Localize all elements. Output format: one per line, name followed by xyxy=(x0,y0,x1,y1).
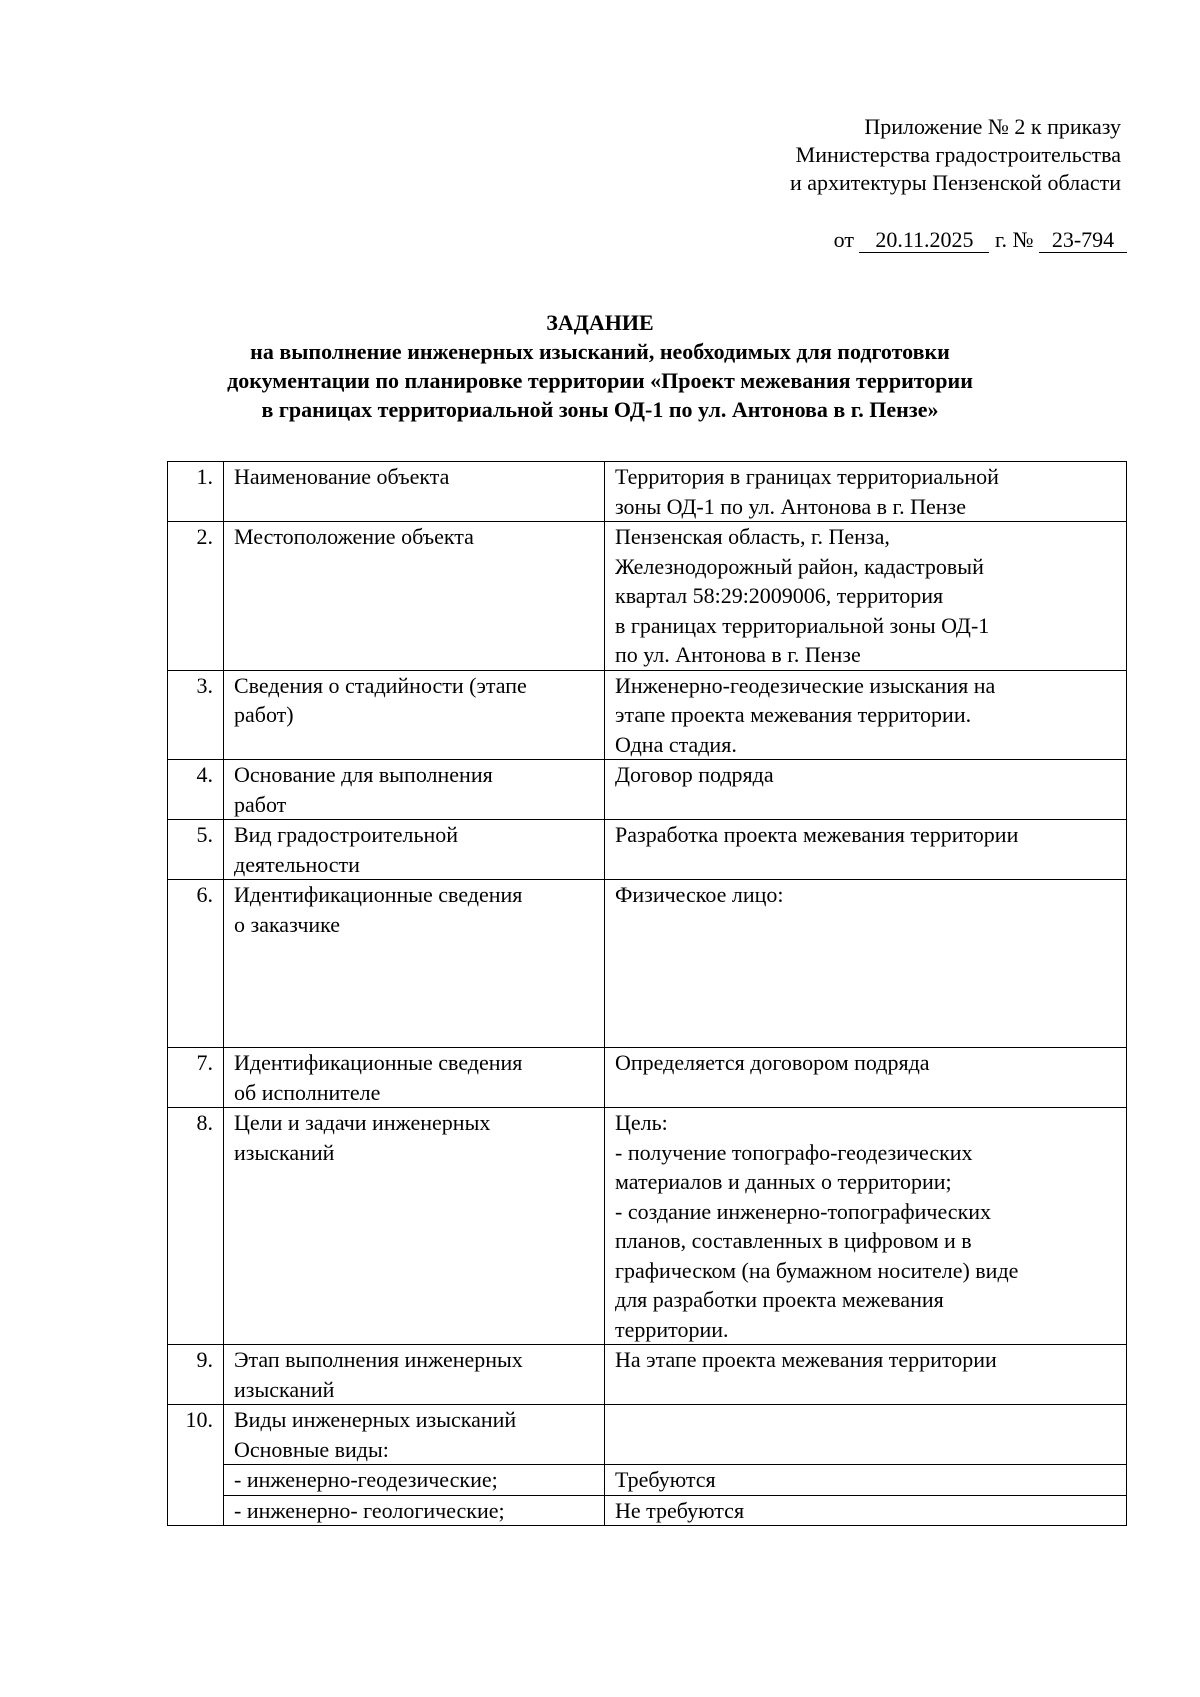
row-name xyxy=(224,1405,605,1465)
cell-line: Основные виды: xyxy=(234,1436,389,1462)
document-title xyxy=(0,308,1200,424)
cell-line: изысканий xyxy=(234,1139,335,1165)
cell-line: Вид градостроительной xyxy=(234,822,459,847)
cell-line: графическом (на бумажном носителе) виде xyxy=(615,1257,1019,1283)
cell-line: для разработки проекта межевания xyxy=(615,1287,944,1312)
table-row xyxy=(168,462,1127,522)
cell-line: Идентификационные сведения xyxy=(234,1050,523,1075)
order-number-label: № xyxy=(1012,227,1034,252)
title-line: документации по планировке территории «Проект межевания территории xyxy=(227,368,973,393)
order-reference xyxy=(834,226,1127,254)
row-value xyxy=(605,522,1127,671)
cell-line: деятельности xyxy=(234,851,360,877)
cell-line: Цели и задачи инженерных xyxy=(234,1110,491,1135)
task-table-body xyxy=(168,462,1127,1526)
cell-line: планов, составленных в цифровом и в xyxy=(615,1228,972,1253)
annex-line: Приложение № 2 к приказу xyxy=(864,114,1121,139)
row-number: 4. xyxy=(168,760,224,820)
subrow-value: Требуются xyxy=(605,1465,1127,1496)
cell-line: Идентификационные сведения xyxy=(234,882,523,907)
cell-line: Наименование объекта xyxy=(234,464,450,489)
row-number: 10. xyxy=(168,1405,224,1526)
table-row xyxy=(168,880,1127,1048)
cell-line: Пензенская область, г. Пенза, xyxy=(615,524,890,549)
row-number: 1. xyxy=(168,462,224,522)
row-number: 8. xyxy=(168,1108,224,1345)
row-number: 7. xyxy=(168,1048,224,1108)
table-row xyxy=(168,1405,1127,1465)
cell-line: работ xyxy=(234,791,287,817)
row-value xyxy=(605,1345,1127,1405)
title-line: на выполнение инженерных изысканий, необходимых для подготовки xyxy=(250,339,950,364)
cell-line: о заказчике xyxy=(234,911,341,937)
order-number: 23-794 xyxy=(1039,228,1127,253)
cell-line: Физическое лицо: xyxy=(615,882,784,907)
row-name xyxy=(224,880,605,1048)
row-value xyxy=(605,760,1127,820)
row-name xyxy=(224,1108,605,1345)
row-value xyxy=(605,670,1127,760)
subrow-name: - инженерно-геодезические; xyxy=(224,1465,605,1496)
subrow-value: Не требуются xyxy=(605,1495,1127,1526)
row-name xyxy=(224,1345,605,1405)
cell-line: территории. xyxy=(615,1316,729,1342)
row-name xyxy=(224,760,605,820)
table-row xyxy=(168,522,1127,671)
order-from-label: от xyxy=(833,227,854,252)
cell-line: квартал 58:29:2009006, территория xyxy=(615,583,944,608)
cell-line: зоны ОД-1 по ул. Антонова в г. Пензе xyxy=(615,493,966,519)
row-number: 3. xyxy=(168,670,224,760)
cell-line: Этап выполнения инженерных xyxy=(234,1347,523,1372)
order-date: 20.11.2025 xyxy=(859,228,989,253)
cell-line: по ул. Антонова в г. Пензе xyxy=(615,642,861,667)
cell-line: Виды инженерных изысканий xyxy=(234,1407,517,1432)
table-subrow xyxy=(168,1495,1127,1526)
row-value xyxy=(605,1405,1127,1465)
table-row xyxy=(168,1108,1127,1345)
table-subrow xyxy=(168,1465,1127,1496)
table-row xyxy=(168,760,1127,820)
cell-line: этапе проекта межевания территории. xyxy=(615,702,972,727)
title-heading: ЗАДАНИЕ xyxy=(546,310,654,335)
cell-line: - получение топографо-геодезических xyxy=(615,1139,973,1165)
row-value xyxy=(605,1108,1127,1345)
row-number: 5. xyxy=(168,820,224,880)
row-value xyxy=(605,880,1127,1048)
cell-line: На этапе проекта межевания территории xyxy=(615,1347,997,1372)
table-row xyxy=(168,1345,1127,1405)
cell-line: работ) xyxy=(234,702,294,727)
row-value xyxy=(605,820,1127,880)
cell-line: Договор подряда xyxy=(615,762,774,787)
annex-line: Министерства градостроительства xyxy=(795,142,1121,167)
cell-line: Определяется договором подряда xyxy=(615,1050,930,1075)
row-number: 6. xyxy=(168,880,224,1048)
annex-line: и архитектуры Пензенской области xyxy=(790,170,1121,195)
cell-line: Одна стадия. xyxy=(615,731,737,757)
row-name xyxy=(224,820,605,880)
row-name xyxy=(224,670,605,760)
cell-line: Основание для выполнения xyxy=(234,762,493,787)
row-name xyxy=(224,522,605,671)
cell-line: материалов и данных о территории; xyxy=(615,1169,952,1194)
row-value xyxy=(605,462,1127,522)
cell-line: Местоположение объекта xyxy=(234,524,474,549)
row-name xyxy=(224,462,605,522)
row-name xyxy=(224,1048,605,1108)
cell-line: Цель: xyxy=(615,1110,668,1135)
task-table xyxy=(167,461,1127,1526)
cell-line: об исполнителе xyxy=(234,1079,381,1105)
cell-line: Разработка проекта межевания территории xyxy=(615,822,1019,847)
row-value xyxy=(605,1048,1127,1108)
cell-line: Инженерно-геодезические изыскания на xyxy=(615,672,996,698)
annex-header xyxy=(790,113,1121,197)
table-row xyxy=(168,820,1127,880)
cell-line: в границах территориальной зоны ОД-1 xyxy=(615,612,990,638)
cell-line: Сведения о стадийности (этапе xyxy=(234,672,527,698)
row-number: 9. xyxy=(168,1345,224,1405)
cell-line: Железнодорожный район, кадастровый xyxy=(615,553,984,579)
cell-line: изысканий xyxy=(234,1376,335,1402)
cell-line: - создание инженерно-топографических xyxy=(615,1198,992,1224)
table-row xyxy=(168,1048,1127,1108)
order-year-suffix: г. xyxy=(994,227,1007,252)
table-row xyxy=(168,670,1127,760)
row-number: 2. xyxy=(168,522,224,671)
cell-line: Территория в границах территориальной xyxy=(615,464,999,489)
title-line: в границах территориальной зоны ОД-1 по ул. Антонова в г. Пензе» xyxy=(261,397,939,422)
subrow-name: - инженерно- геологические; xyxy=(224,1495,605,1526)
